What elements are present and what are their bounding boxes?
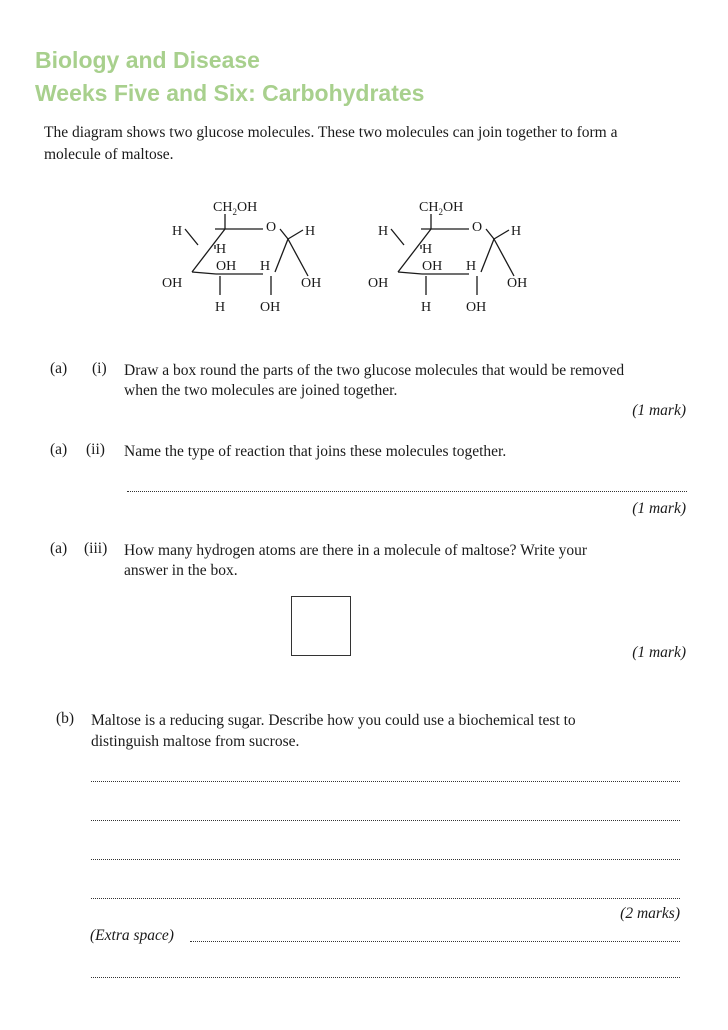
ring-oxygen-label: O [266, 220, 277, 235]
oh-label: OH [260, 300, 281, 315]
h-label: H [260, 259, 271, 274]
ch2oh-label: $CH_2OH$ [419, 200, 464, 217]
question-a-ii-marks: (1 mark) [632, 500, 686, 517]
extra-space-label: (Extra space) [90, 927, 174, 944]
h-label: H [215, 300, 226, 315]
question-iii-number: (iii) [84, 540, 108, 557]
header-subtitle: Weeks Five and Six: Carbohydrates [35, 80, 425, 106]
h-label: H [422, 242, 433, 257]
answer-line[interactable] [91, 820, 680, 821]
glucose-molecule-2 [366, 192, 556, 317]
question-a-i-line-2: when the two molecules are joined together. [124, 382, 398, 399]
h-label: H [466, 259, 477, 274]
oh-label: OH [162, 276, 183, 291]
h-label: H [216, 242, 227, 257]
h-label: H [172, 224, 183, 239]
ch2oh-label: $CH_2OH$ [213, 200, 258, 217]
oh-label: OH [422, 259, 443, 274]
intro-line-2: molecule of maltose. [44, 146, 174, 163]
question-b-label: (b) [56, 710, 75, 727]
oh-label: OH [507, 276, 528, 291]
question-a-i-marks: (1 mark) [632, 402, 686, 419]
page-header [35, 44, 424, 110]
question-a-ii-line-1: Name the type of reaction that joins these molecules together. [124, 443, 507, 460]
answer-box[interactable] [291, 596, 351, 656]
question-a-label: (a) [50, 360, 68, 377]
ring-oxygen-label: O [472, 220, 483, 235]
h-label: H [378, 224, 389, 239]
answer-line[interactable] [91, 977, 680, 978]
question-i-number: (i) [92, 360, 107, 377]
answer-line[interactable] [190, 941, 680, 942]
question-a-i-line-1: Draw a box round the parts of the two glucose molecules that would be removed [124, 362, 625, 379]
h-label: H [421, 300, 432, 315]
h-label: H [511, 224, 522, 239]
question-a-label: (a) [50, 540, 68, 557]
question-a-iii-marks: (1 mark) [632, 644, 686, 661]
question-b-line-1: Maltose is a reducing sugar. Describe how you could use a biochemical test to [91, 712, 576, 729]
h-label: H [305, 224, 316, 239]
glucose-molecule-1 [160, 192, 350, 317]
oh-label: OH [466, 300, 487, 315]
question-a-iii-line-1: How many hydrogen atoms are there in a molecule of maltose? Write your [124, 542, 588, 559]
answer-line[interactable] [91, 859, 680, 860]
question-a-iii-line-2: answer in the box. [124, 562, 238, 579]
oh-label: OH [216, 259, 237, 274]
answer-line[interactable] [91, 781, 680, 782]
oh-label: OH [368, 276, 389, 291]
question-ii-number: (ii) [86, 441, 105, 458]
question-b-marks: (2 marks) [620, 905, 680, 922]
header-title: Biology and Disease [35, 47, 260, 73]
answer-line[interactable] [127, 491, 687, 492]
oh-label: OH [301, 276, 322, 291]
question-a-label: (a) [50, 441, 68, 458]
question-b-line-2: distinguish maltose from sucrose. [91, 733, 300, 750]
answer-line[interactable] [91, 898, 680, 899]
intro-line-1: The diagram shows two glucose molecules. These two molecules can join together to form a [44, 124, 618, 141]
